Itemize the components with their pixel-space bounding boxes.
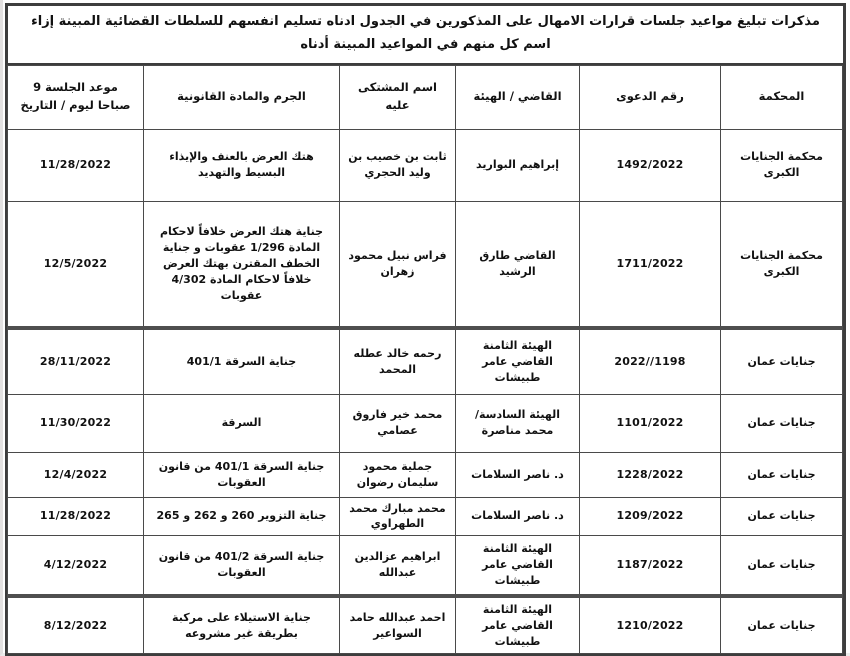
cell-defendant: جملية محمود سليمان رضوان	[340, 452, 456, 497]
table-row	[8, 201, 843, 328]
cell-date: 12/5/2022	[8, 201, 144, 328]
cell-court: محكمة الجنايات الكبرى	[721, 201, 843, 328]
cell-date: 4/12/2022	[8, 536, 144, 596]
cell-court: جنايات عمان	[721, 452, 843, 497]
cell-judge: د. ناصر السلامات	[456, 497, 580, 536]
cell-defendant: ابراهيم عزالدين عبدالله	[340, 536, 456, 596]
cell-defendant: رحمه خالد عطله المحمد	[340, 328, 456, 394]
cell-court: جنايات عمان	[721, 497, 843, 536]
cell-case-number: 1101/2022	[580, 394, 721, 452]
table-row	[8, 328, 843, 394]
cell-court: جنايات عمان	[721, 328, 843, 394]
cell-date: 11/28/2022	[8, 497, 144, 536]
cell-judge: د. ناصر السلامات	[456, 452, 580, 497]
cell-judge: إبراهيم البواريد	[456, 129, 580, 201]
cell-court: محكمة الجنايات الكبرى	[721, 129, 843, 201]
table-header	[8, 65, 843, 129]
cell-date: 11/30/2022	[8, 394, 144, 452]
cell-crime: السرقة	[144, 394, 340, 452]
cell-crime: جناية السرقة 401/1	[144, 328, 340, 394]
column-header-judge: القاضي / الهيئة	[456, 65, 580, 129]
cell-date: 11/28/2022	[8, 129, 144, 201]
cell-court: جنايات عمان	[721, 394, 843, 452]
cell-defendant: فراس نبيل محمود زهران	[340, 201, 456, 328]
table-row	[8, 596, 843, 654]
cell-defendant: محمد خير فاروق عصامي	[340, 394, 456, 452]
cell-crime: جناية هتك العرض خلافاً لاحكام المادة 1/296 عقوبات و جناية الخطف المقترن بهتك العرض خلافاً لاحكام المادة 4/302 عقوبات	[144, 201, 340, 328]
cell-case-number: 1210/2022	[580, 596, 721, 654]
cell-case-number: 1187/2022	[580, 536, 721, 596]
cell-date: 28/11/2022	[8, 328, 144, 394]
cell-date: 8/12/2022	[8, 596, 144, 654]
table-body	[8, 129, 843, 654]
cell-crime: جناية السرقة 401/1 من قانون العقوبات	[144, 452, 340, 497]
cell-defendant: احمد عبدالله حامد السواعير	[340, 596, 456, 654]
column-header-court: المحكمة	[721, 65, 843, 129]
cell-judge: الهيئة الثامنة القاضي عامر طبيشات	[456, 536, 580, 596]
cell-case-number: 1198//2022	[580, 328, 721, 394]
table-row	[8, 394, 843, 452]
cell-judge: القاضي طارق الرشيد	[456, 201, 580, 328]
cell-court: جنايات عمان	[721, 536, 843, 596]
cell-case-number: 1209/2022	[580, 497, 721, 536]
cell-judge: الهيئة الثامنة القاضي عامر طبيشات	[456, 596, 580, 654]
cell-crime: جناية السرقة 401/2 من قانون العقوبات	[144, 536, 340, 596]
cell-judge: الهيئة السادسة/محمد مناصرة	[456, 394, 580, 452]
cell-crime: جناية الاستيلاء على مركبة بطريقة غير مشروعه	[144, 596, 340, 654]
cell-date: 12/4/2022	[8, 452, 144, 497]
cell-case-number: 1492/2022	[580, 129, 721, 201]
column-header-defendant: اسم المشتكى عليه	[340, 65, 456, 129]
cell-judge: الهيئة الثامنة القاضي عامر طبيشات	[456, 328, 580, 394]
column-header-crime: الجرم والمادة القانونية	[144, 65, 340, 129]
cell-court: جنايات عمان	[721, 596, 843, 654]
cell-defendant: محمد مبارك محمد الطهراوي	[340, 497, 456, 536]
notice-sheet	[5, 3, 846, 656]
cell-crime: هتك العرض بالعنف والإيذاء البسيط والتهديد	[144, 129, 340, 201]
cell-case-number: 1228/2022	[580, 452, 721, 497]
table-row	[8, 536, 843, 596]
table-row	[8, 497, 843, 536]
column-header-date: موعد الجلسة 9 صباحا ليوم / التاريخ	[8, 65, 144, 129]
hearings-table	[7, 65, 843, 655]
cell-case-number: 1711/2022	[580, 201, 721, 328]
table-row	[8, 129, 843, 201]
cell-defendant: ثابت بن خصيب بن وليد الحجري	[340, 129, 456, 201]
header-row	[8, 65, 843, 129]
document-title: مذكرات تبليغ مواعيد جلسات قرارات الامهال على المذكورين في الجدول ادناه تسليم انفسهم للسلطات القضائية المبينة إزاء اسم كل منهم في المواعيد المبينة أدناه	[8, 6, 843, 65]
column-header-case-number: رقم الدعوى	[580, 65, 721, 129]
cell-crime: جناية التزوير 260 و 262 و 265	[144, 497, 340, 536]
table-row	[8, 452, 843, 497]
